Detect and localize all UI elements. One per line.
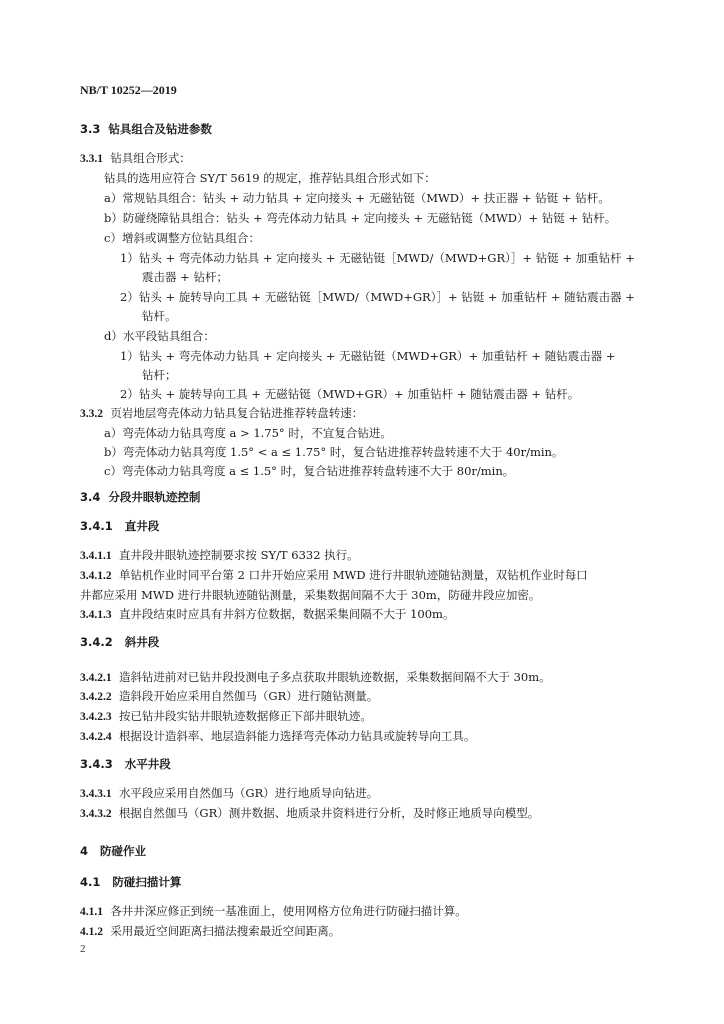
- clause-number: 3.4.3.2: [80, 808, 112, 820]
- clause-4-1-1: [80, 906, 467, 919]
- sub-item-c2: 2）钻头 + 旋转导向工具 + 无磁钻铤［MWD/（MWD+GR）］+ 钻铤 + 加重钻杆 + 随钻震击器 +: [120, 290, 635, 304]
- heading-number: 3.4.1: [80, 519, 113, 533]
- heading-3-3: [80, 124, 212, 136]
- clause-number: 3.4.1.3: [80, 609, 112, 621]
- clause-3-4-2-3: [80, 711, 372, 724]
- heading-number: 3.4.3: [80, 757, 113, 771]
- clause-number: 3.4.1.1: [80, 550, 112, 562]
- heading-3-4-1: [80, 521, 159, 533]
- list-item-c: c）增斜或调整方位钻具组合：: [104, 231, 260, 245]
- sub-item-c1: 1）钻头 + 弯壳体动力钻具 + 定向接头 + 无磁钻铤［MWD/（MWD+GR）］+ 钻铤 + 加重钻杆 +: [120, 251, 635, 265]
- clause-number: 3.4.2.4: [80, 731, 112, 743]
- clause-text: 单钻机作业时同平台第 2 口井开始应采用 MWD 进行井眼轨迹随钻测量，双钻机作业时每口: [118, 568, 588, 582]
- heading-title: 防碰扫描计算: [112, 875, 182, 889]
- clause-3-3-2: [80, 408, 363, 421]
- clause-3-4-3-1: [80, 788, 378, 801]
- clause-text: 造斜段开始应采用自然伽马（GR）进行随钻测量。: [118, 689, 379, 703]
- heading-3-4-2: [80, 637, 159, 649]
- clause-title: 钻具组合形式：: [110, 151, 191, 165]
- heading-number: 3.4.2: [80, 635, 113, 649]
- heading-4-1: [80, 877, 181, 889]
- page-number: 2: [80, 943, 86, 955]
- sub-item-d1: 1）钻头 + 弯壳体动力钻具 + 定向接头 + 无磁钻铤（MWD+GR）+ 加重钻杆 + 随钻震击器 +: [120, 349, 616, 363]
- heading-3-4-3: [80, 759, 171, 771]
- clause-3-4-1-3: [80, 609, 454, 622]
- paragraph: 钻具的选用应符合 SY/T 5619 的规定，推荐钻具组合形式如下：: [104, 171, 436, 185]
- list-item-d: d）水平段钻具组合：: [104, 329, 215, 343]
- heading-title: 直井段: [124, 519, 160, 533]
- clause-number: 4.1.1: [80, 906, 103, 918]
- clause-text: 造斜钻进前对已钻井段投测电子多点获取井眼轨迹数据，采集数据间隔不大于 30m。: [118, 670, 551, 684]
- clause-number: 3.4.2.2: [80, 691, 112, 703]
- clause-3-4-2-1: [80, 672, 551, 685]
- clause-text: 直井段结束时应具有井斜方位数据，数据采集间隔不大于 100m。: [118, 607, 455, 621]
- clause-3-4-3-2: [80, 808, 539, 821]
- clause-number: 3.4.2.1: [80, 672, 112, 684]
- heading-3-4: [80, 492, 200, 504]
- heading-number: 4: [80, 844, 89, 858]
- clause-text: 采用最近空间距离扫描法搜索最近空间距离。: [110, 924, 341, 938]
- heading-number: 3.4: [80, 490, 101, 504]
- document-id: NB/T 10252—2019: [80, 83, 177, 97]
- clause-text: 各井井深应修正到统一基准面上，使用网格方位角进行防碰扫描计算。: [110, 904, 467, 918]
- clause-number: 3.3.1: [80, 153, 103, 165]
- clause-text: 按已钻井段实钻井眼轨迹数据修正下部井眼轨迹。: [118, 709, 372, 723]
- heading-title: 水平井段: [124, 757, 171, 771]
- clause-number: 3.3.2: [80, 408, 103, 420]
- clause-number: 3.4.3.1: [80, 788, 112, 800]
- clause-3-4-2-2: [80, 691, 378, 704]
- clause-3-3-1: [80, 153, 191, 166]
- sub-item-c1-cont: 震击器 + 钻杆；: [142, 270, 228, 284]
- heading-title: 防碰作业: [100, 844, 147, 858]
- clause-text: 直井段井眼轨迹控制要求按 SY/T 6332 执行。: [118, 548, 359, 562]
- clause-title: 页岩地层弯壳体动力钻具复合钻进推荐转盘转速：: [110, 406, 364, 420]
- heading-title: 分段井眼轨迹控制: [108, 490, 201, 504]
- clause-number: 3.4.1.2: [80, 570, 112, 582]
- clause-text: 根据设计造斜率、地层造斜能力选择弯壳体动力钻具或旋转导向工具。: [118, 729, 476, 743]
- heading-number: 4.1: [80, 875, 101, 889]
- list-item-b: b）弯壳体动力钻具弯度 1.5° < a ≤ 1.75° 时，复合钻进推荐转盘转速不大于 40r/min。: [104, 445, 564, 459]
- clause-3-4-1-2-cont: 井都应采用 MWD 进行井眼轨迹随钻测量，采集数据间隔不大于 30m，防碰井段应加密。: [80, 588, 541, 602]
- list-item-a: a）常规钻具组合：钻头 + 动力钻具 + 定向接头 + 无磁钻铤（MWD）+ 扶正器 + 钻铤 + 钻杆。: [104, 191, 610, 205]
- clause-number: 4.1.2: [80, 926, 103, 938]
- heading-number: 3.3: [80, 122, 101, 136]
- heading-title: 钻具组合及钻进参数: [108, 122, 212, 136]
- clause-3-4-1-2: [80, 570, 588, 583]
- list-item-c: c）弯壳体动力钻具弯度 a ≤ 1.5° 时，复合钻进推荐转盘转速不大于 80r/min。: [104, 464, 515, 478]
- sub-item-c2-cont: 钻杆。: [142, 309, 177, 323]
- heading-title: 斜井段: [124, 635, 160, 649]
- clause-3-4-2-4: [80, 731, 475, 744]
- clause-text: 水平段应采用自然伽马（GR）进行地质导向钻进。: [118, 786, 379, 800]
- heading-4: [80, 846, 146, 858]
- clause-number: 3.4.2.3: [80, 711, 112, 723]
- sub-item-d2: 2）钻头 + 旋转导向工具 + 无磁钻铤（MWD+GR）+ 加重钻杆 + 随钻震击器 + 钻杆。: [120, 387, 580, 401]
- clause-text: 根据自然伽马（GR）测井数据、地质录井资料进行分析，及时修正地质导向模型。: [118, 806, 540, 820]
- list-item-a: a）弯壳体动力钻具弯度 a > 1.75° 时，不宜复合钻进。: [104, 426, 392, 440]
- clause-4-1-2: [80, 926, 340, 939]
- sub-item-d1-cont: 钻杆；: [142, 368, 177, 382]
- list-item-b: b）防碰绕障钻具组合：钻头 + 弯壳体动力钻具 + 定向接头 + 无磁钻铤（MWD）+ 钻铤 + 钻杆。: [104, 211, 617, 225]
- clause-3-4-1-1: [80, 550, 359, 563]
